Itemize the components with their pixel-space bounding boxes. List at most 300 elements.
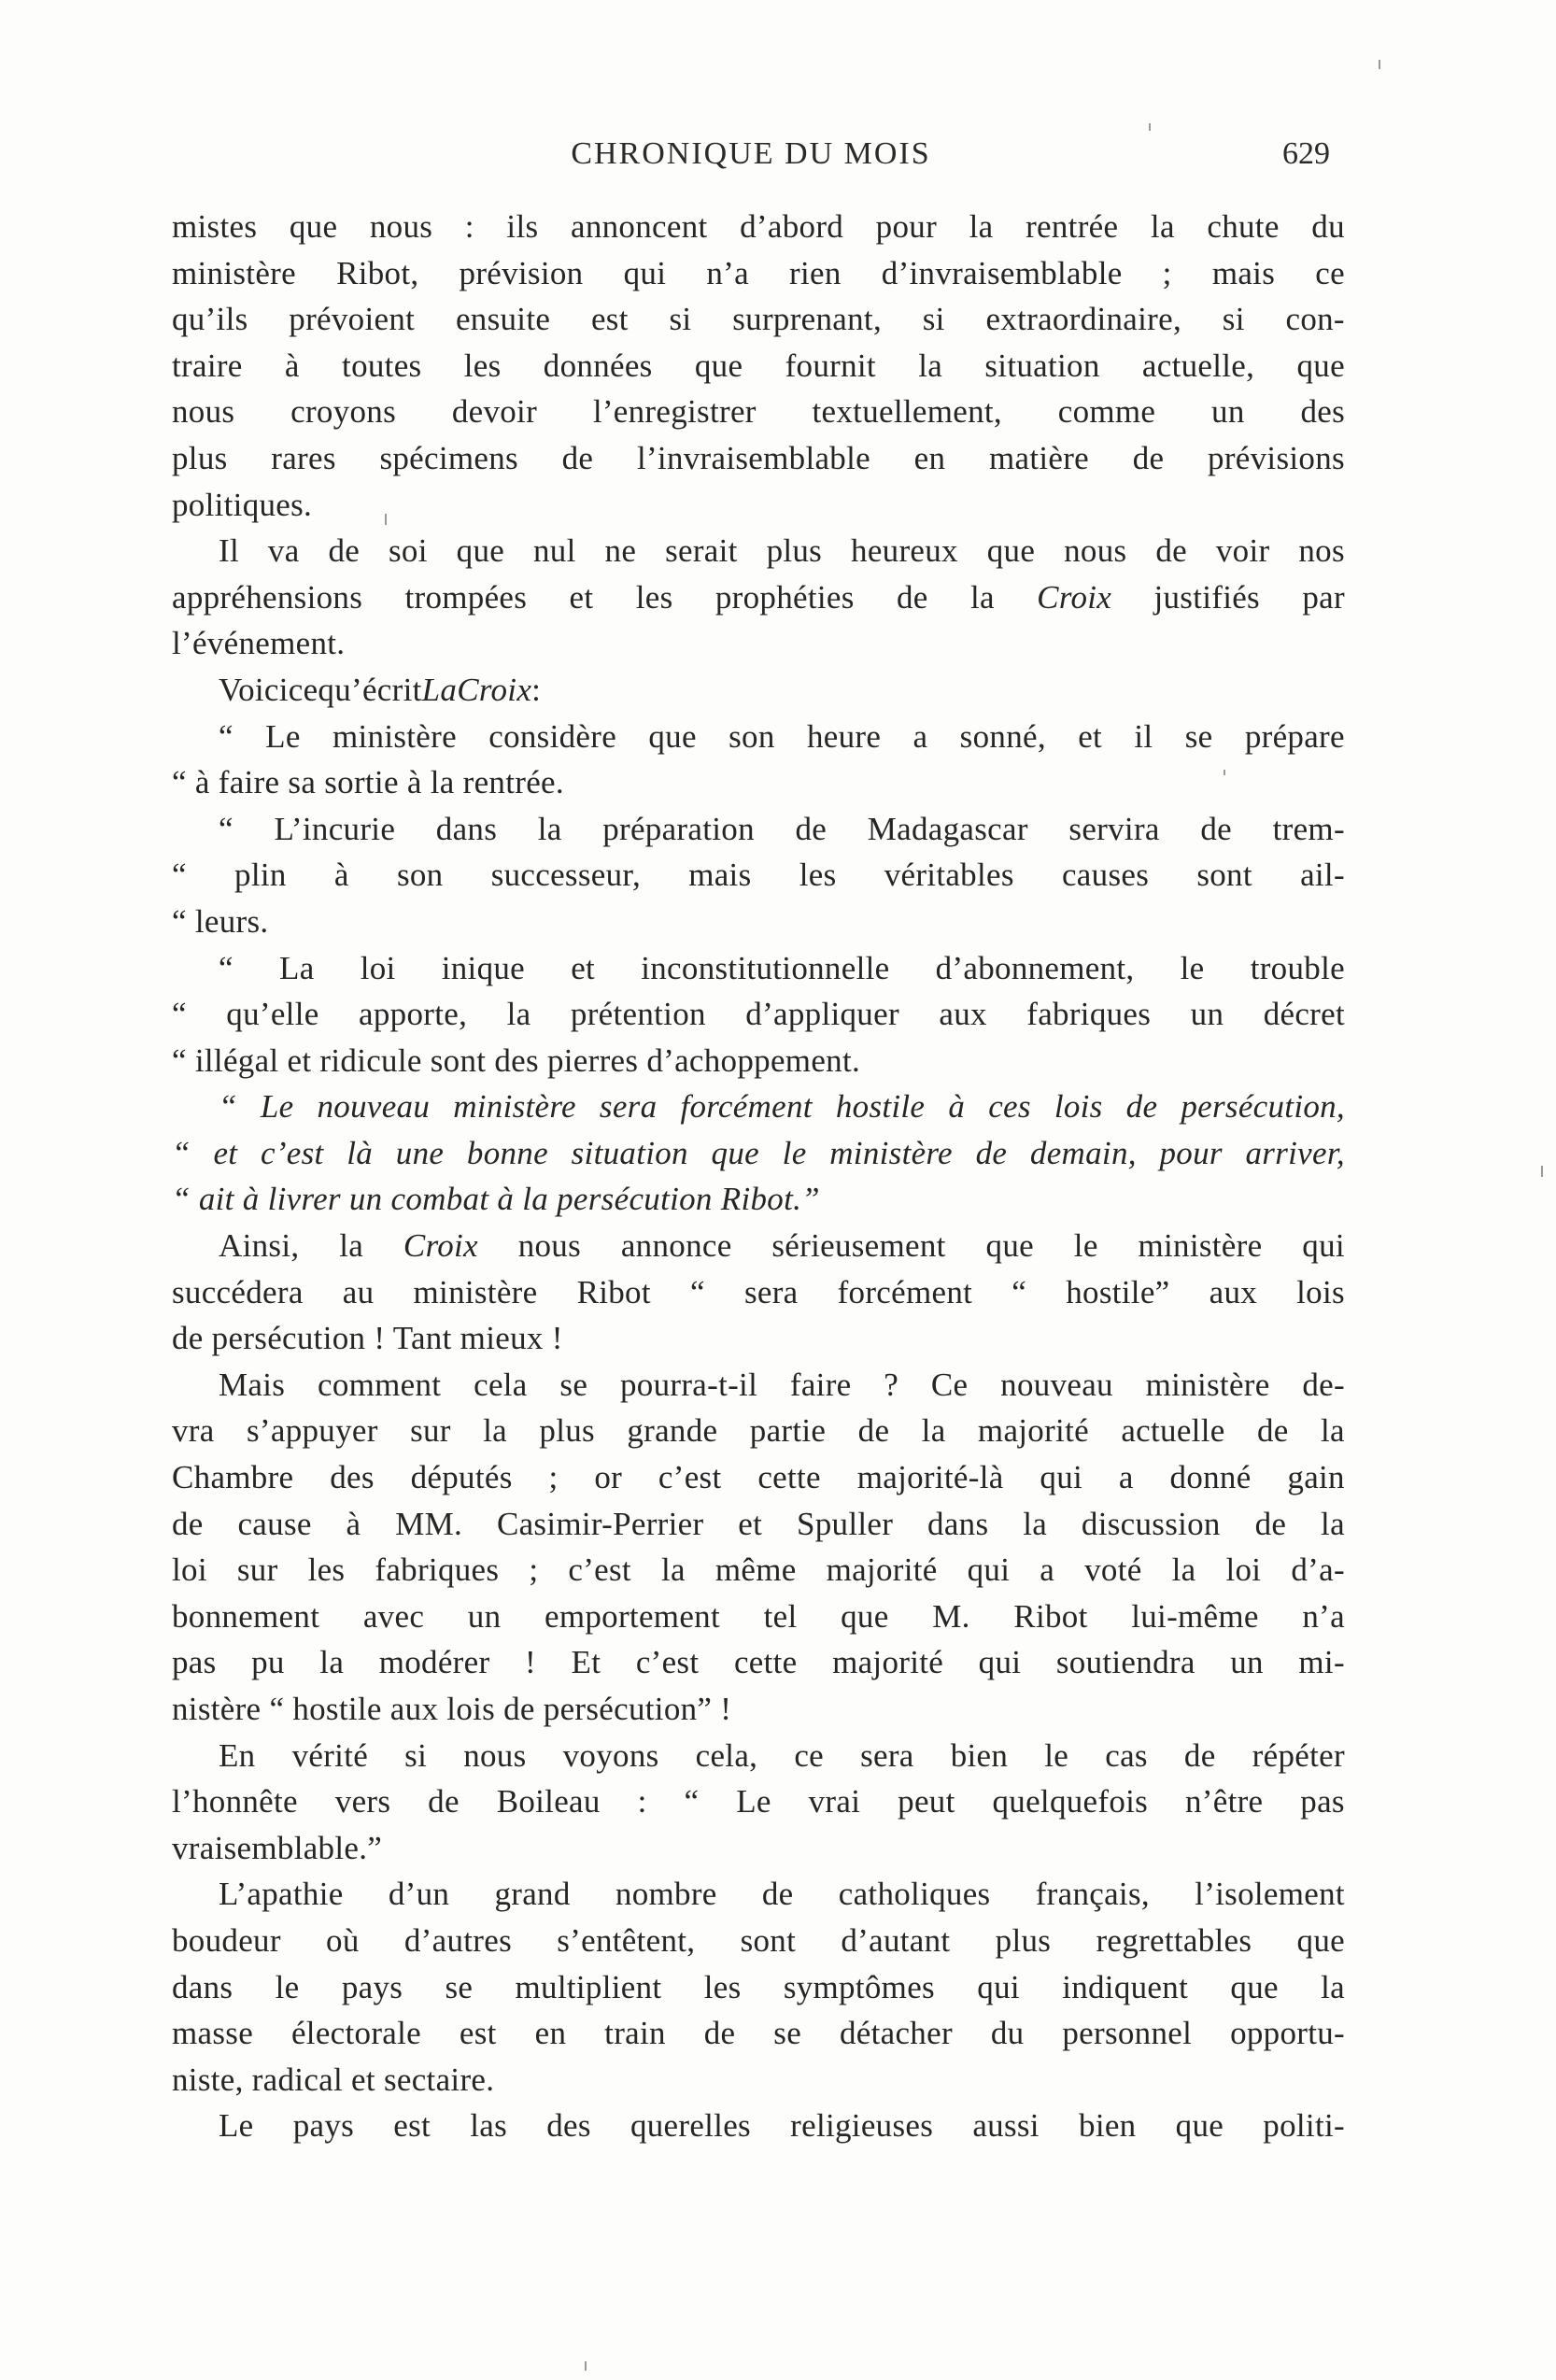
word: appréhensions bbox=[172, 578, 363, 616]
word: ministère bbox=[172, 254, 296, 291]
word: soi bbox=[388, 532, 428, 570]
word: le bbox=[275, 1968, 300, 2005]
word: traire bbox=[172, 347, 243, 384]
word: les bbox=[799, 857, 837, 894]
word: “ bbox=[172, 1134, 191, 1171]
word: un bbox=[1230, 1644, 1264, 1681]
word: regrettables bbox=[1096, 1921, 1252, 1959]
word: avec bbox=[362, 1597, 425, 1635]
text-line: de persécution ! Tant mieux ! bbox=[172, 1320, 563, 1357]
word: bien bbox=[1079, 2107, 1137, 2145]
word: se bbox=[773, 2015, 802, 2052]
word: son bbox=[396, 857, 444, 894]
text-line bbox=[172, 528, 1345, 574]
text-line bbox=[172, 1778, 1345, 1825]
word: la bbox=[1320, 1412, 1345, 1450]
word: l’isolement bbox=[1195, 1876, 1345, 1913]
word: d’autres bbox=[403, 1921, 512, 1959]
word: la bbox=[1321, 1968, 1345, 2005]
text-line bbox=[172, 1454, 1345, 1501]
word: la bbox=[1023, 1505, 1048, 1542]
word: qui bbox=[977, 1968, 1020, 2005]
word: Casimir-Perrier bbox=[496, 1505, 704, 1542]
word: matière bbox=[988, 439, 1090, 476]
word: inconstitutionnelle bbox=[641, 949, 890, 986]
word: est bbox=[590, 301, 629, 338]
text-line bbox=[172, 1547, 1345, 1594]
word: du bbox=[1311, 208, 1345, 245]
word: en bbox=[534, 2015, 567, 2052]
text-line: “ illégal et ridicule sont des pierres d’achoppement. bbox=[172, 1041, 861, 1079]
margin-speck bbox=[1379, 60, 1380, 69]
word: Croix bbox=[1037, 578, 1112, 616]
word: ministère bbox=[332, 717, 457, 755]
word: “ bbox=[219, 717, 233, 755]
word: Croix bbox=[403, 1227, 478, 1265]
margin-speck bbox=[585, 2361, 587, 2371]
word: plus bbox=[539, 1412, 595, 1450]
word: la bbox=[483, 1412, 508, 1450]
word: n’a bbox=[1302, 1597, 1345, 1635]
word: les bbox=[703, 1968, 742, 2005]
text-line bbox=[172, 1362, 1345, 1409]
word: chute bbox=[1207, 208, 1280, 245]
word: sonné, bbox=[959, 717, 1046, 755]
word: Ainsi, bbox=[219, 1227, 300, 1265]
word: d’a- bbox=[1291, 1551, 1345, 1589]
word: majorité bbox=[832, 1644, 944, 1681]
word: nous bbox=[517, 1227, 582, 1265]
word: ce bbox=[794, 1736, 824, 1774]
text-line bbox=[172, 343, 1345, 390]
text-line bbox=[172, 574, 1345, 621]
word: que bbox=[456, 532, 505, 570]
word: opportu- bbox=[1230, 2015, 1345, 2052]
word: une bbox=[395, 1134, 445, 1171]
word: masse bbox=[172, 2015, 254, 2052]
word: si bbox=[404, 1736, 428, 1774]
word: indiquent bbox=[1062, 1968, 1189, 2005]
word: heure bbox=[806, 717, 882, 755]
word: qui bbox=[1040, 1459, 1083, 1496]
word: par bbox=[1302, 578, 1345, 616]
word: n’a bbox=[706, 254, 749, 291]
text-line bbox=[172, 389, 1345, 435]
text-line bbox=[172, 1269, 1345, 1316]
text-line bbox=[172, 991, 1345, 1038]
word: à bbox=[284, 347, 300, 384]
word: que bbox=[985, 1227, 1034, 1265]
word: L’apathie bbox=[219, 1876, 344, 1913]
word: ensuite bbox=[455, 301, 551, 338]
word: actuelle, bbox=[1141, 347, 1255, 384]
word: pour bbox=[1159, 1134, 1223, 1171]
word: Le bbox=[219, 2107, 254, 2145]
word: cela bbox=[474, 1366, 528, 1403]
word: toutes bbox=[342, 347, 422, 384]
word: les bbox=[635, 578, 673, 616]
word: hostile” bbox=[1066, 1273, 1170, 1310]
word: nous bbox=[1064, 532, 1127, 570]
text-line bbox=[172, 204, 1345, 250]
word: s’appuyer bbox=[246, 1412, 378, 1450]
word: apporte, bbox=[359, 996, 468, 1033]
word: sur bbox=[410, 1412, 451, 1450]
word: de bbox=[795, 810, 828, 847]
text-line bbox=[172, 1084, 1345, 1130]
word: situation bbox=[571, 1134, 688, 1171]
word: pays bbox=[292, 2107, 355, 2145]
word: nous bbox=[369, 208, 433, 245]
word: ces bbox=[988, 1088, 1031, 1126]
word: forcément bbox=[837, 1273, 973, 1310]
word: que bbox=[289, 208, 338, 245]
word: sont bbox=[740, 1921, 797, 1959]
word: nous bbox=[463, 1736, 527, 1774]
word: le bbox=[1073, 1227, 1098, 1265]
word: aux bbox=[939, 996, 987, 1033]
word: vra bbox=[172, 1412, 215, 1450]
word: la bbox=[506, 996, 531, 1033]
word: d’abonnement, bbox=[935, 949, 1135, 986]
word: : bbox=[531, 671, 542, 708]
word: de bbox=[1132, 439, 1165, 476]
word: lui-même bbox=[1131, 1597, 1259, 1635]
word: rentrée bbox=[1026, 208, 1119, 245]
word: Chambre bbox=[172, 1459, 294, 1496]
word: Boileau bbox=[496, 1783, 601, 1820]
word: de bbox=[1155, 532, 1187, 570]
word: est bbox=[393, 2107, 431, 2145]
word: députés bbox=[410, 1459, 513, 1496]
word: qui bbox=[623, 254, 667, 291]
word: la bbox=[918, 347, 943, 384]
word: plin bbox=[234, 857, 287, 894]
word: En bbox=[219, 1736, 256, 1774]
word: la bbox=[1150, 208, 1175, 245]
word: annoncent bbox=[571, 208, 708, 245]
word: où bbox=[326, 1921, 360, 1959]
word: majorité bbox=[977, 1412, 1089, 1450]
word: “ bbox=[689, 1273, 705, 1310]
word: pays bbox=[341, 1968, 403, 2005]
word: : bbox=[637, 1783, 647, 1820]
word: qu’elle bbox=[226, 996, 319, 1033]
word: Le bbox=[736, 1783, 771, 1820]
word: rien bbox=[789, 254, 842, 291]
word: aussi bbox=[972, 2107, 1040, 2145]
word: “ bbox=[1011, 1273, 1027, 1310]
word: la bbox=[969, 578, 995, 616]
word: ! bbox=[525, 1644, 536, 1681]
word: de bbox=[328, 532, 361, 570]
word: M. bbox=[932, 1597, 970, 1635]
word: c’est bbox=[261, 1134, 324, 1171]
word: pu bbox=[251, 1644, 285, 1681]
word: il bbox=[1134, 717, 1153, 755]
word: ministère bbox=[1138, 1227, 1263, 1265]
word: tel bbox=[763, 1597, 798, 1635]
word: annonce bbox=[620, 1227, 732, 1265]
word: plus bbox=[172, 439, 228, 476]
text-line: “ à faire sa sortie à la rentrée. bbox=[172, 764, 564, 801]
word: trompées bbox=[404, 578, 528, 616]
word: mi- bbox=[1298, 1644, 1345, 1681]
word: inique bbox=[441, 949, 526, 986]
word: si bbox=[922, 301, 945, 338]
text-line: “ ait à livrer un combat à la persécution Ribot.” bbox=[172, 1181, 820, 1218]
word: persécution, bbox=[1181, 1088, 1345, 1126]
word: causes bbox=[1061, 857, 1150, 894]
word: à bbox=[346, 1505, 361, 1542]
word: ils bbox=[506, 208, 539, 245]
word: successeur, bbox=[490, 857, 641, 894]
word: détacher bbox=[839, 2015, 953, 2052]
word: gain bbox=[1287, 1459, 1345, 1496]
word: lois bbox=[1296, 1273, 1345, 1310]
word: de bbox=[896, 578, 928, 616]
word: partie bbox=[749, 1412, 827, 1450]
running-title: CHRONIQUE DU MOIS bbox=[571, 136, 931, 171]
text-line bbox=[172, 714, 1345, 760]
word: et bbox=[213, 1134, 238, 1171]
word: fabriques bbox=[1026, 996, 1152, 1033]
text-line bbox=[172, 1501, 1345, 1548]
word: trouble bbox=[1250, 949, 1345, 986]
word: MM. bbox=[395, 1505, 463, 1542]
word: arriver, bbox=[1245, 1134, 1345, 1171]
word: qu’ils bbox=[172, 301, 248, 338]
word: et bbox=[571, 949, 596, 986]
text-line bbox=[172, 1223, 1345, 1269]
word: vrai bbox=[808, 1783, 861, 1820]
word: Ribot bbox=[576, 1273, 651, 1310]
word: un bbox=[1211, 393, 1245, 431]
word: justifiés bbox=[1153, 578, 1260, 616]
word: nos bbox=[1298, 532, 1345, 570]
text-line: niste, radical et sectaire. bbox=[172, 2061, 495, 2098]
word: : bbox=[464, 208, 474, 245]
word: cause bbox=[237, 1505, 312, 1542]
word: emportement bbox=[545, 1597, 720, 1635]
word: de bbox=[761, 1876, 794, 1913]
word: même bbox=[714, 1551, 797, 1589]
word: la bbox=[1321, 1505, 1345, 1542]
word: en bbox=[913, 439, 946, 476]
word: c’est bbox=[658, 1459, 722, 1496]
margin-speck bbox=[1149, 123, 1151, 131]
word: Madagascar bbox=[867, 810, 1028, 847]
word: ce bbox=[288, 671, 318, 708]
word: bonnement bbox=[172, 1597, 320, 1635]
word: nul bbox=[532, 532, 576, 570]
text-line: vraisemblable.” bbox=[172, 1829, 383, 1866]
word: loi bbox=[1225, 1551, 1262, 1589]
word: quelquefois bbox=[992, 1783, 1149, 1820]
word: ? bbox=[884, 1366, 899, 1403]
word: de bbox=[172, 1505, 204, 1542]
word: au bbox=[342, 1273, 375, 1310]
body-text bbox=[172, 204, 1345, 2149]
word: Mais bbox=[219, 1366, 286, 1403]
word: soutiendra bbox=[1055, 1644, 1195, 1681]
word: plus bbox=[766, 532, 823, 570]
word: qu’écrit bbox=[318, 671, 422, 708]
word: fournit bbox=[785, 347, 876, 384]
word: la bbox=[339, 1227, 364, 1265]
word: majorité bbox=[826, 1551, 938, 1589]
word: un bbox=[1190, 996, 1224, 1033]
text-line: politiques. bbox=[172, 486, 313, 523]
word: n’être bbox=[1184, 1783, 1264, 1820]
word: d’autant bbox=[841, 1921, 951, 1959]
word: discussion bbox=[1081, 1505, 1221, 1542]
word: la bbox=[660, 1551, 686, 1589]
word: que bbox=[1175, 2107, 1224, 2145]
word: se bbox=[559, 1366, 588, 1403]
word: Voici bbox=[219, 671, 289, 708]
word: préparation bbox=[602, 810, 755, 847]
word: la bbox=[537, 810, 562, 847]
word: modérer bbox=[378, 1644, 490, 1681]
word: ce bbox=[1315, 254, 1345, 291]
word: train bbox=[604, 2015, 666, 2052]
word: le bbox=[782, 1134, 807, 1171]
word: cas bbox=[1105, 1736, 1148, 1774]
word: loi bbox=[172, 1551, 207, 1589]
word: du bbox=[990, 2015, 1025, 2052]
word: à bbox=[333, 857, 349, 894]
text-line bbox=[172, 806, 1345, 853]
text-line bbox=[172, 1871, 1345, 1918]
word: électorale bbox=[290, 2015, 421, 2052]
word: ail- bbox=[1300, 857, 1345, 894]
word: et bbox=[1078, 717, 1103, 755]
word: Croix bbox=[457, 671, 532, 708]
word: sont bbox=[1196, 857, 1252, 894]
word: ministère bbox=[453, 1088, 576, 1126]
word: va bbox=[267, 532, 300, 570]
word: véritables bbox=[884, 857, 1014, 894]
word: catholiques bbox=[838, 1876, 991, 1913]
word: La bbox=[279, 949, 315, 986]
word: “ bbox=[684, 1783, 700, 1820]
word: prévision bbox=[459, 254, 584, 291]
word: dans bbox=[435, 810, 498, 847]
word: a bbox=[912, 717, 928, 755]
word: si bbox=[669, 301, 692, 338]
word: considère bbox=[488, 717, 617, 755]
word: religieuses bbox=[790, 2107, 934, 2145]
text-line: nistère “ hostile aux lois de persécution” ! bbox=[172, 1691, 732, 1727]
word: nouveau bbox=[1000, 1366, 1113, 1403]
word: “ bbox=[172, 857, 187, 894]
word: d’appliquer bbox=[745, 996, 899, 1033]
word: c’est bbox=[635, 1644, 700, 1681]
word: multiplient bbox=[515, 1968, 662, 2005]
word: de bbox=[1256, 1412, 1289, 1450]
word: le bbox=[1044, 1736, 1069, 1774]
word: dans bbox=[927, 1505, 989, 1542]
word: heureux bbox=[851, 532, 958, 570]
word: or bbox=[594, 1459, 623, 1496]
text-line bbox=[172, 1408, 1345, 1454]
word: forcément bbox=[680, 1088, 813, 1126]
text-line bbox=[172, 1733, 1345, 1779]
word: prépare bbox=[1244, 717, 1345, 755]
word: ; bbox=[548, 1459, 559, 1496]
word: de bbox=[975, 1134, 1008, 1171]
text-line bbox=[172, 1918, 1345, 1964]
word: que bbox=[841, 1597, 889, 1635]
word: Ribot bbox=[1013, 1597, 1088, 1635]
text-line bbox=[172, 2010, 1345, 2057]
word: sur bbox=[236, 1551, 278, 1589]
word: textuellement, bbox=[812, 393, 1002, 431]
word: sera bbox=[860, 1736, 914, 1774]
word: décret bbox=[1263, 996, 1345, 1033]
word: et bbox=[738, 1505, 763, 1542]
word: surprenant, bbox=[732, 301, 882, 338]
word: vérité bbox=[291, 1736, 369, 1774]
word: des bbox=[1300, 393, 1345, 431]
word: qui bbox=[967, 1551, 1011, 1589]
text-line bbox=[172, 1130, 1345, 1177]
word: bien bbox=[950, 1736, 1009, 1774]
word: sera bbox=[743, 1273, 799, 1310]
word: La bbox=[421, 671, 458, 708]
word: mais bbox=[688, 857, 752, 894]
word: données bbox=[543, 347, 653, 384]
word: là bbox=[347, 1134, 374, 1171]
word: pas bbox=[1300, 1783, 1345, 1820]
word: trem- bbox=[1272, 810, 1345, 847]
word: voté bbox=[1084, 1551, 1142, 1589]
word: de bbox=[1125, 1088, 1158, 1126]
word: ne bbox=[604, 532, 637, 570]
word: demain, bbox=[1029, 1134, 1137, 1171]
word: ministère bbox=[413, 1273, 538, 1310]
word: hostile bbox=[835, 1088, 926, 1126]
text-line bbox=[172, 435, 1345, 482]
word: faire bbox=[789, 1366, 852, 1403]
text-line bbox=[172, 296, 1345, 343]
word: politi- bbox=[1263, 2107, 1345, 2145]
word: sera bbox=[599, 1088, 658, 1126]
word: comme bbox=[1057, 393, 1156, 431]
word: l’honnête bbox=[172, 1783, 298, 1820]
word: que bbox=[1296, 347, 1345, 384]
margin-speck bbox=[1224, 770, 1225, 775]
word: cette bbox=[733, 1644, 798, 1681]
word: si bbox=[1222, 301, 1245, 338]
word: un bbox=[467, 1597, 502, 1635]
word: prévoient bbox=[289, 301, 416, 338]
word: plus bbox=[995, 1921, 1052, 1959]
word: s’entêtent, bbox=[557, 1921, 696, 1959]
text-line bbox=[172, 945, 1345, 992]
word: aux bbox=[1209, 1273, 1258, 1310]
word: la bbox=[1171, 1551, 1196, 1589]
word: cela, bbox=[695, 1736, 758, 1774]
word: que bbox=[1230, 1968, 1279, 2005]
word: ministère bbox=[829, 1134, 953, 1171]
word: c’est bbox=[568, 1551, 631, 1589]
word: Ce bbox=[930, 1366, 969, 1403]
word: nous bbox=[172, 393, 235, 431]
word: “ bbox=[219, 949, 233, 986]
word: d’invraisemblable bbox=[881, 254, 1123, 291]
